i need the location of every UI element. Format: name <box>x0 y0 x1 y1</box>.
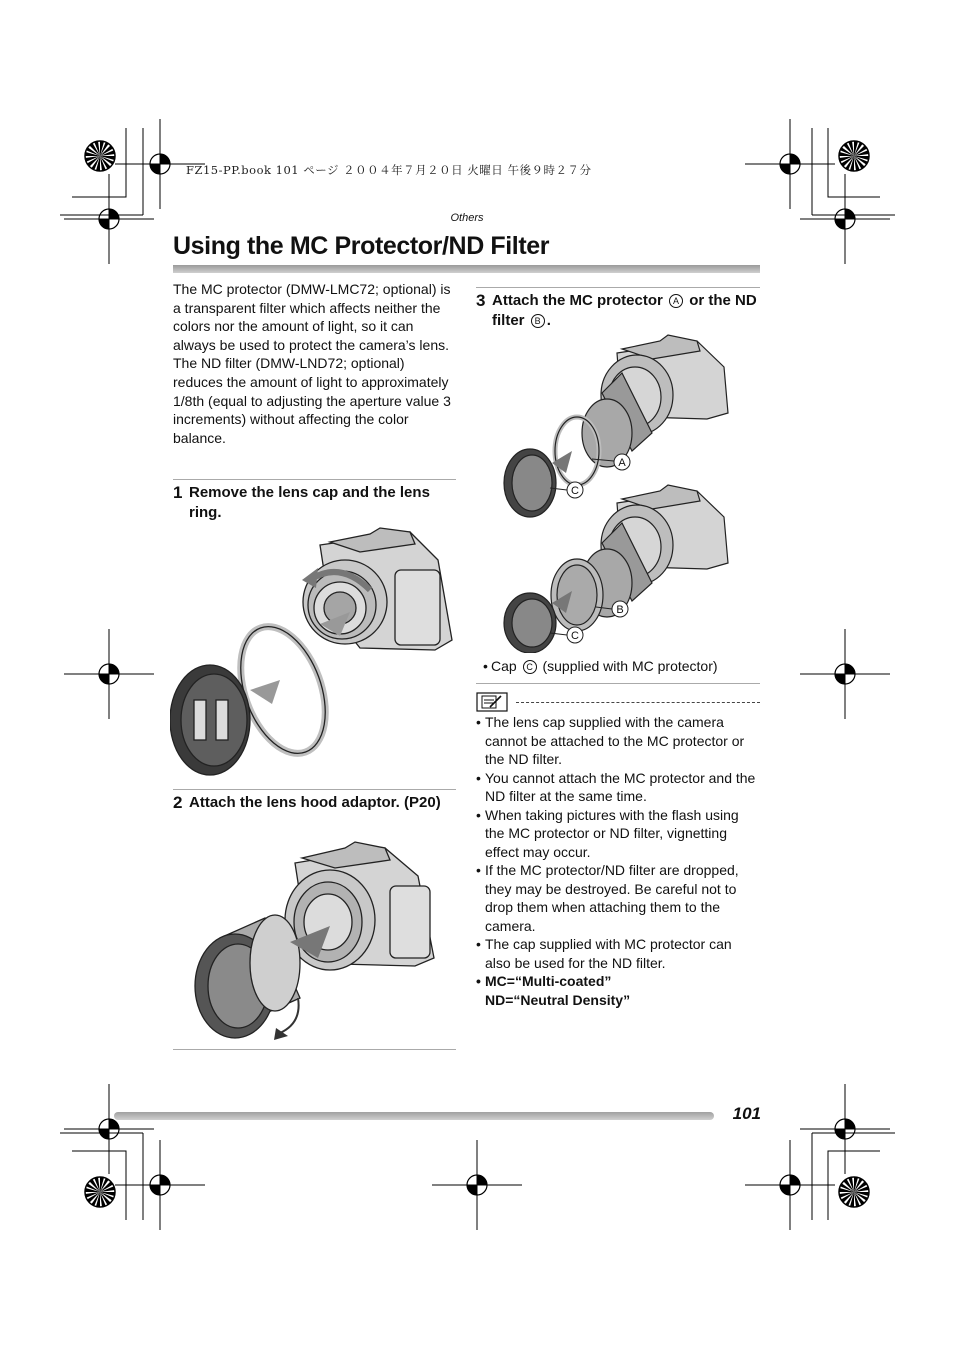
cap-note-prefix: Cap <box>491 658 517 674</box>
section-label: Others <box>450 212 484 224</box>
step-number: 3 <box>476 291 486 310</box>
figure-attach-hood-adaptor <box>190 838 445 1043</box>
notes-list <box>476 713 760 1009</box>
intro-paragraph-mc: The MC protector (DMW-LMC72; optional) is a transparent filter which affects neither the colors nor the amount of light, so it can always be used to protect the camera’s lens. <box>173 281 451 353</box>
divider <box>173 789 456 790</box>
note-icon <box>476 692 508 712</box>
abbreviation-nd: ND=“Neutral Density” <box>485 991 631 1008</box>
label-a: A <box>618 457 626 469</box>
cap-note-suffix: (supplied with MC protector) <box>542 658 718 674</box>
divider <box>173 1049 456 1050</box>
note-item: • The cap supplied with MC protector can also be used for the ND filter. <box>476 935 760 972</box>
figure-attach-filters <box>492 333 742 653</box>
abbreviation-note <box>476 972 760 1009</box>
step-3 <box>476 291 760 331</box>
marker-a: A <box>669 294 683 308</box>
note-item: • You cannot attach the MC protector and the ND filter at the same time. <box>476 769 760 806</box>
step-text: Attach the lens hood adaptor. (P20) <box>189 794 441 811</box>
intro-paragraph-nd: The ND filter (DMW-LND72; optional) reduces the amount of light to approximately 1/8th (equal to adjusting the aperture value 3 increments) without affecting the color balance. <box>173 355 451 446</box>
marker-c: C <box>523 660 537 674</box>
step-text-part: or the ND filter <box>492 292 757 329</box>
note-item: • The lens cap supplied with the camera cannot be attached to the MC protector or the ND filter. <box>476 713 760 769</box>
step-1 <box>173 483 458 523</box>
label-c: C <box>571 485 579 497</box>
step-number: 1 <box>173 483 183 502</box>
note-item: • When taking pictures with the flash using the MC protector or ND filter, vignetting effect may occur. <box>476 806 760 862</box>
label-b: B <box>616 604 624 616</box>
step-2 <box>173 793 458 813</box>
step-text-part: . <box>546 312 551 329</box>
step-text-part: Attach the MC protector <box>492 292 663 309</box>
intro-text <box>173 280 458 447</box>
divider <box>476 683 760 684</box>
footer-bar <box>114 1112 714 1120</box>
divider <box>173 479 456 480</box>
note-dashed-line <box>516 702 760 703</box>
page-number: 101 <box>732 1104 761 1123</box>
divider <box>476 287 760 288</box>
figure-remove-lens-cap <box>170 520 460 780</box>
label-c: C <box>571 630 579 642</box>
cap-note <box>491 658 718 674</box>
step-text: Remove the lens cap and the lens ring. <box>189 484 430 521</box>
abbreviation-mc: • MC=“Multi-coated” <box>485 973 612 989</box>
step-number: 2 <box>173 793 183 812</box>
print-header: FZ15-PP.book 101 ページ ２００４年７月２０日 火曜日 午後９時２７分 <box>186 163 592 177</box>
marker-b: B <box>531 314 545 328</box>
note-item: • If the MC protector/ND filter are dropped, they may be destroyed. Be careful not to drop them when attaching them to the camera. <box>476 861 760 935</box>
title-underline <box>173 265 760 273</box>
step-text <box>492 291 760 331</box>
page-title: Using the MC Protector/ND Filter <box>173 232 550 260</box>
